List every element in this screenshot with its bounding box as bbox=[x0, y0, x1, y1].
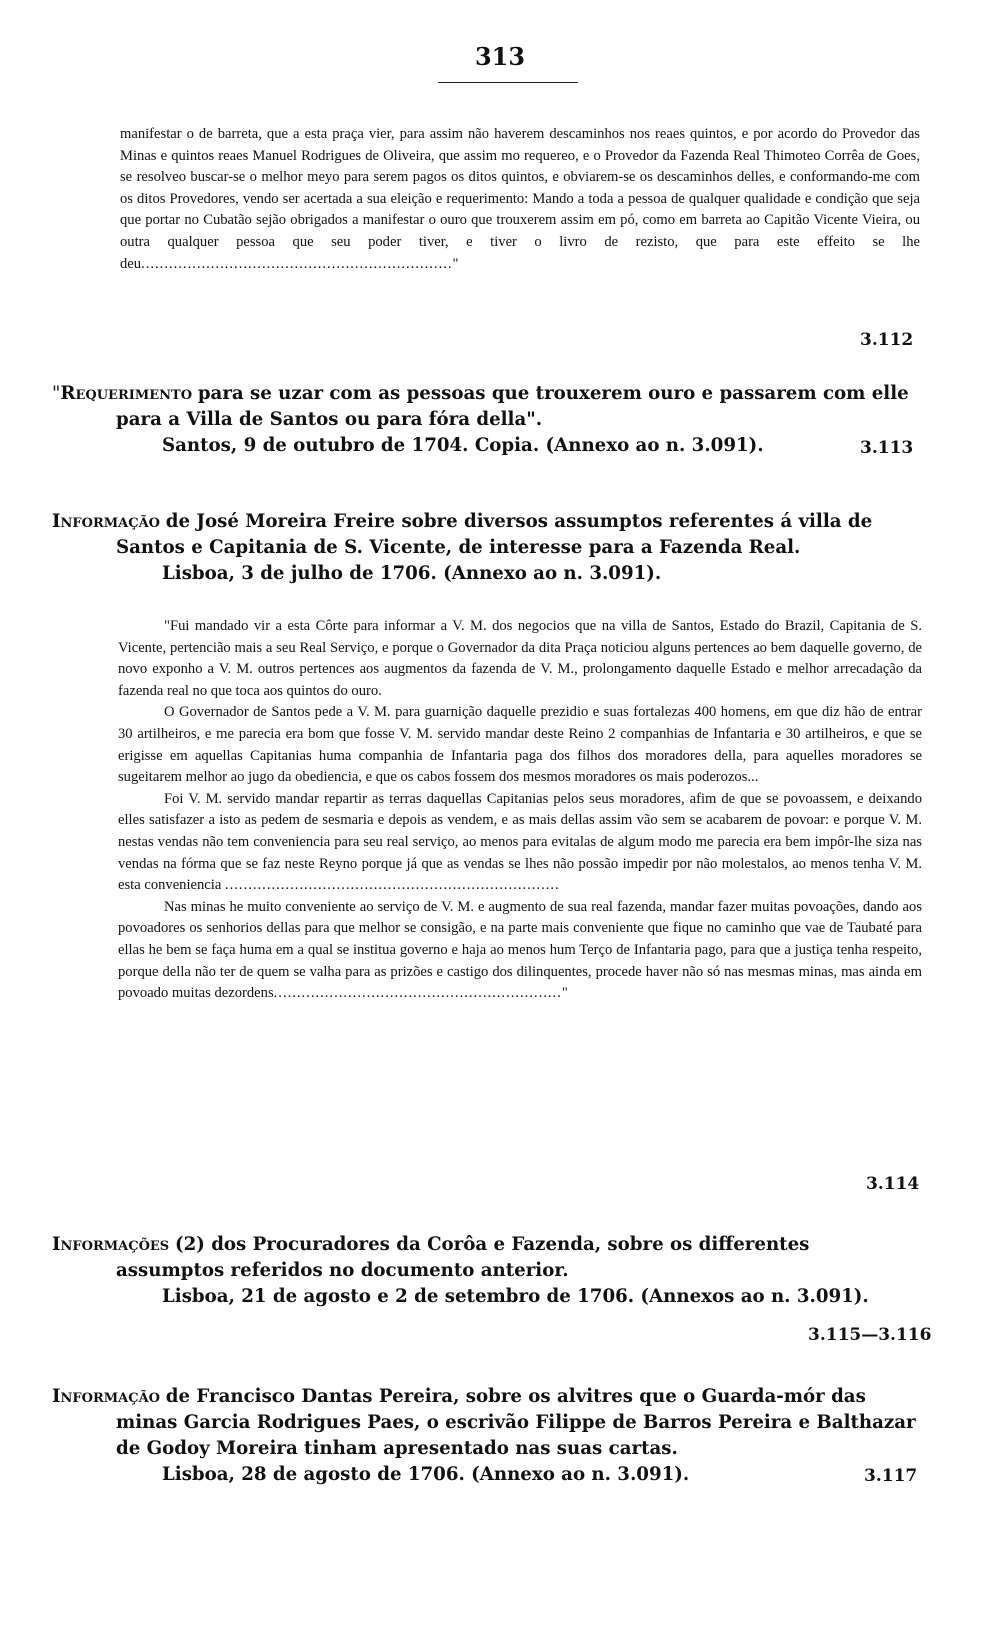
quote-paragraph: Nas minas he muito conveniente ao serviço de V. M. e augmento de sua real fazenda, mandar fazer muitas povoações, dando aos povoadores os senhorios dellas para que melhor se consigão, e na parte mais conveniente que fique no caminho que vae de Taubaté para ellas he bem se faça huma em a qual se institua governo e haja ao menos hum Terço de Infantaria pago, para que a justiça tenha respeito, porque della não ter de quem se valha para as prizões e castigo dos dilinquentes, procede haver não só nas mesmas minas, mas ainda em povoado muitas dezordens.............................................................." bbox=[118, 898, 922, 1002]
entry-text: de José Moreira Freire sobre diversos assumptos referentes á villa de Santos e Capitania de S. Vicente, de interesse para a Fazenda Real. bbox=[116, 511, 873, 558]
entry-text: (2) dos Procuradores da Corôa e Fazenda, sobre os differentes assumptos referidos no documento anterior. bbox=[116, 1234, 810, 1281]
page-number: 313 bbox=[474, 42, 526, 71]
entry-label: Informação bbox=[52, 511, 160, 532]
document-number: 3.112 bbox=[860, 330, 914, 350]
catalog-entry-3115 bbox=[52, 1232, 922, 1310]
catalog-entry-3114 bbox=[52, 509, 922, 587]
document-number: 3.113 bbox=[860, 438, 914, 458]
catalog-entry-3117 bbox=[52, 1384, 922, 1488]
entry-label: Informações bbox=[52, 1234, 170, 1255]
entry-date: Lisboa, 3 de julho de 1706. (Annexo ao n. 3.091). bbox=[162, 563, 662, 584]
quote-paragraph: O Governador de Santos pede a V. M. para guarnição daquelle prezidio e suas fortalezas 400 homens, em que diz hão de entrar 30 artilheiros, e me parecia era bom que fosse V. M. servido mandar deste Reino 2 companhias de Infantaria e 30 artilheiros, e que se erigisse em aquellas Capitanias huma companhia de Infantaria paga dos filhos dos moradores della, para aquelles moradores se sugeitarem melhor ao jugo da obediencia, e que os cabos fossem dos mesmos moradores os mais poderozos... bbox=[118, 704, 922, 786]
entry-date: Santos, 9 de outubro de 1704. Copia. (Annexo ao n. 3.091). bbox=[162, 435, 764, 456]
entry-label: Requerimento bbox=[60, 383, 193, 404]
entry-label: Informação bbox=[52, 1386, 160, 1407]
header-rule bbox=[438, 82, 578, 83]
entry-text: para se uzar com as pessoas que trouxerem ouro e passarem com elle para a Villa de Santos ou para fóra della". bbox=[116, 383, 909, 430]
quote-paragraph: Foi V. M. servido mandar repartir as terras daquellas Capitanias pelos seus moradores, afim de que se povoassem, e deixando elles satisfazer a isto as pedem de sesmaria e depois as vendem, e as mais dellas assim vão sem se acabarem de povoar: e porque V. M. nestas vendas não tem conveniencia para seu real serviço, ao menos para evitalas de algum modo me parecia era bem impôr-lhe siza nas vendas na fórma que se faz neste Reyno porque já que as vendas se lhes não possão impedir por não molestalos, ao menos tenha V. M. esta conveniencia ........................................................................ bbox=[118, 790, 922, 894]
quote-block-2 bbox=[118, 616, 922, 1005]
quote-paragraph: "Fui mandado vir a esta Côrte para informar a V. M. dos negocios que na villa de Santos, Estado do Brazil, Capitania de S. Vicente, pertencião mais a seu Real Serviço, e porque o Governador da dita Praça noticiou alguns pertences ao bem daquelle governo, de novo exponho a V. M. outros pertences aos augmentos da fazenda de V. M., prolongamento daquelle Estado e melhor arrecadação da fazenda real no que toca aos quintos do ouro. bbox=[118, 618, 922, 699]
document-number: 3.114 bbox=[866, 1174, 920, 1194]
catalog-entry-3113: "Requerimento para se uzar com as pessoas que trouxerem ouro e passarem com elle para a Villa de Santos ou para fóra della". Santos, 9 de outubro de 1704. Copia. (Annexo ao n. 3.091). bbox=[52, 381, 922, 459]
document-number: 3.117 bbox=[864, 1466, 918, 1486]
entry-date: Lisboa, 21 de agosto e 2 de setembro de 1706. (Annexos ao n. 3.091). bbox=[162, 1286, 869, 1307]
quote-paragraph: manifestar o de barreta, que a esta praça vier, para assim não haverem descaminhos nos reaes quintos, e por acordo do Provedor das Minas e quintos reaes Manuel Rodrigues de Oliveira, que assim mo requereo, e o Provedor da Fazenda Real Thimoteo Corrêa de Goes, se resolveo buscar-se o melhor meyo para serem pagos os ditos quintos, e obviarem-se os descaminhos delles, e conformando-me com os ditos Provedores, vendo ser acertada a sua eleição e requerimento: Mando a toda a pessoa de qualquer qualidade e condição que seja que portar no Cubatão sejão obrigados a manifestar o ouro que trouxerem assim em pó, como em barreta ao Capitão Vicente Vieira, ou outra qualquer pessoa que seu poder tiver, e tiver o livro de rezisto, que para este effeito se lhe deu..................................................................." bbox=[120, 126, 920, 272]
quote-block-1 bbox=[120, 124, 920, 275]
document-number: 3.115—3.116 bbox=[808, 1325, 932, 1345]
entry-date: Lisboa, 28 de agosto de 1706. (Annexo ao n. 3.091). bbox=[162, 1464, 690, 1485]
entry-text: de Francisco Dantas Pereira, sobre os alvitres que o Guarda-mór das minas Garcia Rodrigues Paes, o escrivão Filippe de Barros Pereira e Balthazar de Godoy Moreira tinham apresentado nas suas cartas. bbox=[116, 1386, 916, 1459]
